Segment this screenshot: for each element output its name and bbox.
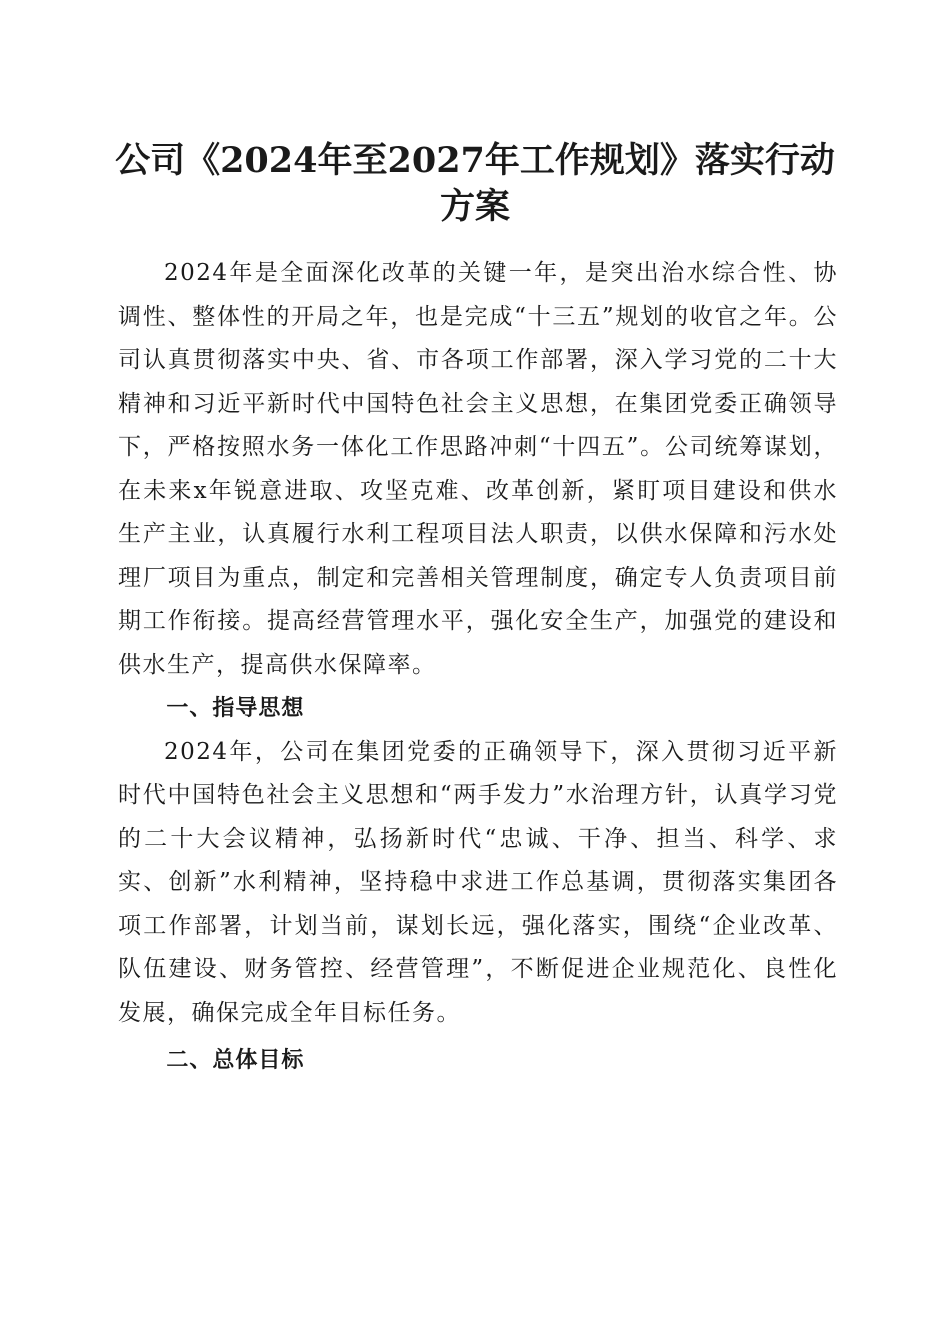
section-heading-guiding-ideology: 一、指导思想 <box>166 696 305 721</box>
document-title-line-1: 公司《2024年至2027年工作规划》落实行动 <box>115 140 835 181</box>
document-title-line-2: 方案 <box>439 186 510 227</box>
guiding-ideology-paragraph: 2024年，公司在集团党委的正确领导下，深入贯彻习近平新时代中国特色社会主义思想和“两手发力”水治理方针，认真学习党的二十大会议精神，弘扬新时代“忠诚、干净、担当、科学、求实、创新”水利精神，坚持稳中求进工作总基调，贯彻落实集团各项工作部署，计划当前，谋划长远，强化落实，围绕“企业改革、队伍建设、财务管控、经营管理”，不断促进企业规范化、良性化发展，确保完成全年目标任务。 <box>118 738 838 1026</box>
section-heading-overall-goals: 二、总体目标 <box>166 1048 305 1073</box>
document-body <box>118 252 838 1083</box>
intro-paragraph: 2024年是全面深化改革的关键一年，是突出治水综合性、协调性、整体性的开局之年，也是完成“十三五”规划的收官之年。公司认真贯彻落实中央、省、市各项工作部署，深入学习党的二十大精神和习近平新时代中国特色社会主义思想，在集团党委正确领导下，严格按照水务一体化工作思路冲刺“十四五”。公司统筹谋划，在未来x年锐意进取、攻坚克难、改革创新，紧盯项目建设和供水生产主业，认真履行水利工程项目法人职责，以供水保障和污水处理厂项目为重点，制定和完善相关管理制度，确定专人负责项目前期工作衔接。提高经营管理水平，强化安全生产，加强党的建设和供水生产，提高供水保障率。 <box>118 260 838 678</box>
document-title <box>90 138 860 230</box>
